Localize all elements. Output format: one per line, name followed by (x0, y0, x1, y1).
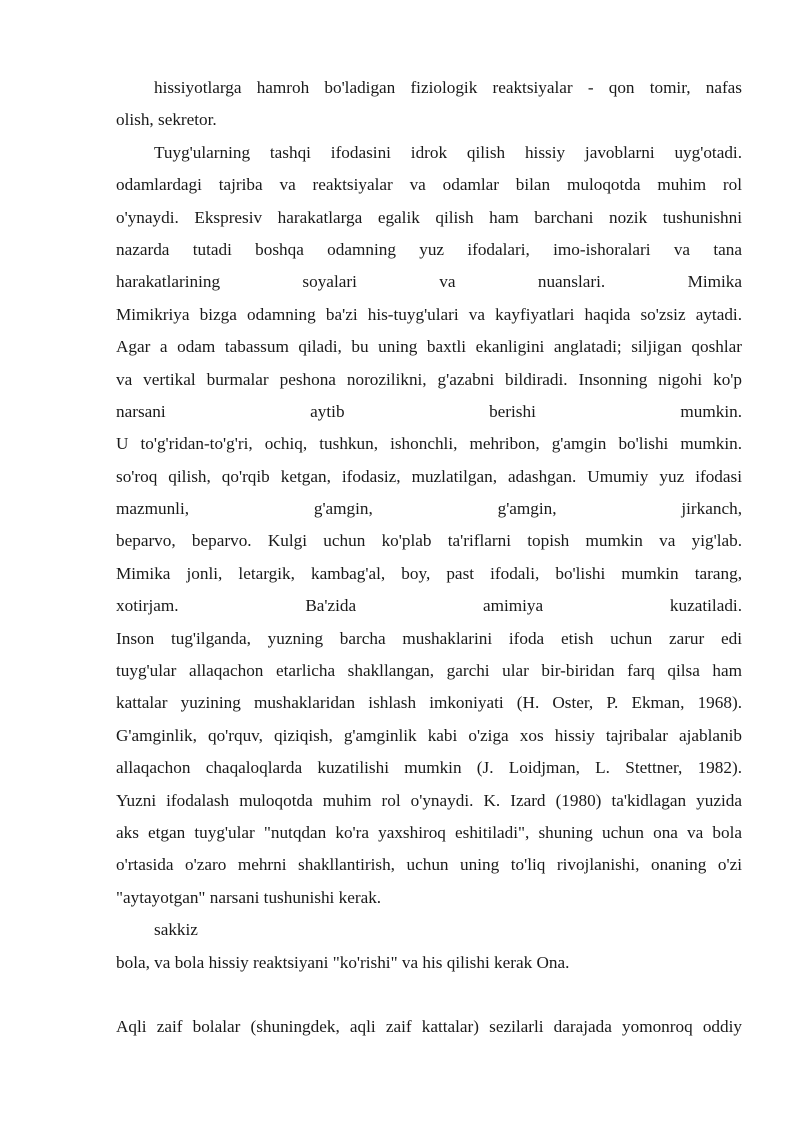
text-line: "aytayotgan" narsani tushunishi kerak. (116, 887, 382, 907)
text-line: U to'g'ridan-to'g'ri, ochiq, tushkun, ishonchli, mehribon, g'amgin bo'lishi mumkin. (116, 434, 742, 454)
text-line: odamlardagi tajriba va reaktsiyalar va odamlar bilan muloqotda muhim rol (116, 175, 742, 195)
text-line: Aqli zaif bolalar (shuningdek, aqli zaif kattalar) sezilarli darajada yomonroq oddiy (116, 1017, 742, 1037)
text-line: o'rtasida o'zaro mehrni shakllantirish, uchun uning to'liq rivojlanishi, onaning o'zi (116, 855, 742, 875)
text-line: xotirjam. Ba'zida amimiya kuzatiladi. (116, 596, 742, 616)
text-line: G'amginlik, qo'rquv, qiziqish, g'amginlik kabi o'ziga xos hissiy tajribalar ajablanib (116, 725, 742, 745)
text-line: Agar a odam tabassum qiladi, bu uning baxtli ekanligini anglatadi; siljigan qoshlar (116, 337, 742, 357)
text-line: olish, sekretor. (116, 110, 217, 130)
text-line: so'roq qilish, qo'rqib ketgan, ifodasiz, muzlatilgan, adashgan. Umumiy yuz ifodasi (116, 466, 742, 486)
blank-line (116, 979, 742, 1011)
document-page (116, 72, 742, 1044)
text-line: hissiyotlarga hamroh bo'ladigan fiziologik reaktsiyalar - qon tomir, nafas (154, 78, 742, 97)
text-line: Mimika jonli, letargik, kambag'al, boy, past ifodali, bo'lishi mumkin tarang, (116, 563, 742, 583)
text-line: Tuyg'ularning tashqi ifodasini idrok qilish hissiy javoblarni uyg'otadi. (154, 142, 742, 162)
text-line: bola, va bola hissiy reaktsiyani "ko'rishi" va his qilishi kerak Ona. (116, 952, 570, 972)
text-line: mazmunli, g'amgin, g'amgin, jirkanch, (116, 499, 742, 519)
text-line: harakatlarining soyalari va nuanslari. Mimika (116, 272, 742, 292)
text-line: sakkiz (154, 920, 198, 940)
text-line: Mimikriya bizga odamning ba'zi his-tuyg'ulari va kayfiyatlari haqida so'zsiz aytadi. (116, 304, 742, 324)
text-line: beparvo, beparvo. Kulgi uchun ko'plab ta'riflarni topish mumkin va yig'lab. (116, 531, 742, 551)
text-line: nazarda tutadi boshqa odamning yuz ifodalari, imo-ishoralari va tana (116, 239, 742, 259)
text-line: narsani aytib berishi mumkin. (116, 401, 742, 421)
text-line: Inson tug'ilganda, yuzning barcha mushaklarini ifoda etish uchun zarur edi (116, 628, 742, 648)
text-line: o'ynaydi. Ekspresiv harakatlarga egalik qilish ham barchani nozik tushunishni (116, 207, 742, 227)
text-line: aks etgan tuyg'ular "nutqdan ko'ra yaxshiroq eshitiladi", shuning uchun ona va bola (116, 822, 742, 842)
text-line: allaqachon chaqaloqlarda kuzatilishi mumkin (J. Loidjman, L. Stettner, 1982). (116, 758, 742, 778)
text-line: kattalar yuzining mushaklaridan ishlash imkoniyati (H. Oster, P. Ekman, 1968). (116, 693, 742, 713)
text-line: tuyg'ular allaqachon etarlicha shakllangan, garchi ular bir-biridan farq qilsa ham (116, 661, 742, 681)
text-line: va vertikal burmalar peshona norozilikni, g'azabni bildiradi. Insonning nigohi ko'p (116, 369, 742, 389)
text-line: Yuzni ifodalash muloqotda muhim rol o'ynaydi. K. Izard (1980) ta'kidlagan yuzida (116, 790, 742, 810)
